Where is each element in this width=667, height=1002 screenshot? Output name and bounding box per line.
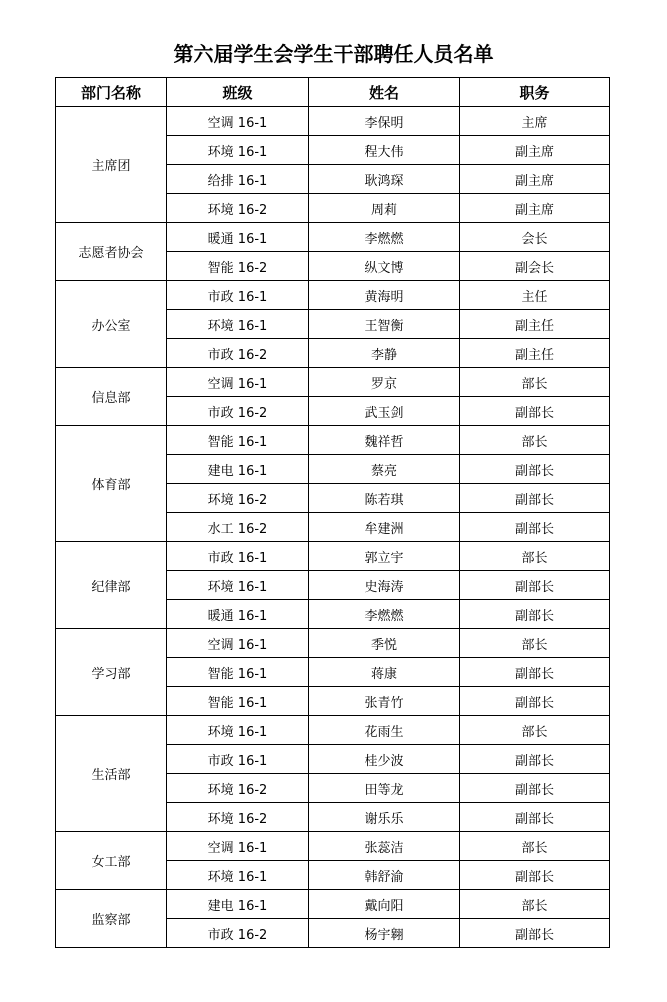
class-cell: 空调 16-1: [167, 368, 309, 397]
class-cell: 环境 16-1: [167, 861, 309, 890]
roster-table: [55, 77, 610, 948]
table-row: [56, 107, 610, 136]
role-cell: 副部长: [460, 745, 610, 774]
role-cell: 主任: [460, 281, 610, 310]
table-row: [56, 281, 610, 310]
person-name-cell: 陈若琪: [309, 484, 460, 513]
role-cell: 副部长: [460, 484, 610, 513]
person-name-cell: 史海涛: [309, 571, 460, 600]
person-name-cell: 桂少波: [309, 745, 460, 774]
department-name-cell: 信息部: [56, 368, 167, 426]
role-cell: 副部长: [460, 861, 610, 890]
department-name-cell: 女工部: [56, 832, 167, 890]
role-cell: 副主任: [460, 339, 610, 368]
header-name: 姓名: [309, 78, 460, 107]
role-cell: 副主席: [460, 194, 610, 223]
class-cell: 环境 16-1: [167, 310, 309, 339]
class-cell: 环境 16-1: [167, 571, 309, 600]
role-cell: 会长: [460, 223, 610, 252]
person-name-cell: 程大伟: [309, 136, 460, 165]
role-cell: 副主任: [460, 310, 610, 339]
class-cell: 智能 16-2: [167, 252, 309, 281]
role-cell: 副部长: [460, 919, 610, 948]
person-name-cell: 季悦: [309, 629, 460, 658]
page-title: 第六届学生会学生干部聘任人员名单: [173, 42, 494, 66]
table-row: [56, 368, 610, 397]
class-cell: 市政 16-1: [167, 745, 309, 774]
person-name-cell: 田等龙: [309, 774, 460, 803]
person-name-cell: 王智衡: [309, 310, 460, 339]
class-cell: 环境 16-1: [167, 136, 309, 165]
class-cell: 环境 16-1: [167, 716, 309, 745]
class-cell: 暖通 16-1: [167, 600, 309, 629]
header-row: [56, 78, 610, 107]
class-cell: 环境 16-2: [167, 194, 309, 223]
role-cell: 部长: [460, 629, 610, 658]
person-name-cell: 戴向阳: [309, 890, 460, 919]
class-cell: 水工 16-2: [167, 513, 309, 542]
class-cell: 空调 16-1: [167, 629, 309, 658]
role-cell: 部长: [460, 542, 610, 571]
table-row: [56, 890, 610, 919]
role-cell: 副部长: [460, 774, 610, 803]
class-cell: 市政 16-2: [167, 339, 309, 368]
person-name-cell: 罗京: [309, 368, 460, 397]
person-name-cell: 李保明: [309, 107, 460, 136]
table-row: [56, 426, 610, 455]
person-name-cell: 耿鸿琛: [309, 165, 460, 194]
role-cell: 主席: [460, 107, 610, 136]
role-cell: 副部长: [460, 455, 610, 484]
person-name-cell: 韩舒渝: [309, 861, 460, 890]
roster-body: [56, 107, 610, 948]
role-cell: 副主席: [460, 136, 610, 165]
role-cell: 副部长: [460, 658, 610, 687]
person-name-cell: 花雨生: [309, 716, 460, 745]
department-name-cell: 体育部: [56, 426, 167, 542]
header-role: 职务: [460, 78, 610, 107]
person-name-cell: 蒋康: [309, 658, 460, 687]
person-name-cell: 张青竹: [309, 687, 460, 716]
class-cell: 智能 16-1: [167, 426, 309, 455]
table-row: [56, 542, 610, 571]
class-cell: 市政 16-1: [167, 542, 309, 571]
class-cell: 市政 16-2: [167, 397, 309, 426]
header-class: 班级: [167, 78, 309, 107]
department-name-cell: 监察部: [56, 890, 167, 948]
department-name-cell: 学习部: [56, 629, 167, 716]
person-name-cell: 李燃燃: [309, 223, 460, 252]
class-cell: 给排 16-1: [167, 165, 309, 194]
role-cell: 副部长: [460, 803, 610, 832]
person-name-cell: 张蕊洁: [309, 832, 460, 861]
table-row: [56, 629, 610, 658]
role-cell: 部长: [460, 832, 610, 861]
person-name-cell: 蔡亮: [309, 455, 460, 484]
department-name-cell: 志愿者协会: [56, 223, 167, 281]
person-name-cell: 牟建洲: [309, 513, 460, 542]
class-cell: 智能 16-1: [167, 658, 309, 687]
class-cell: 环境 16-2: [167, 803, 309, 832]
role-cell: 部长: [460, 426, 610, 455]
person-name-cell: 杨宇翱: [309, 919, 460, 948]
table-row: [56, 223, 610, 252]
department-name-cell: 主席团: [56, 107, 167, 223]
person-name-cell: 黄海明: [309, 281, 460, 310]
department-name-cell: 纪律部: [56, 542, 167, 629]
person-name-cell: 魏祥哲: [309, 426, 460, 455]
role-cell: 副部长: [460, 397, 610, 426]
role-cell: 部长: [460, 368, 610, 397]
person-name-cell: 李燃燃: [309, 600, 460, 629]
class-cell: 建电 16-1: [167, 890, 309, 919]
role-cell: 副部长: [460, 600, 610, 629]
person-name-cell: 周莉: [309, 194, 460, 223]
person-name-cell: 纵文博: [309, 252, 460, 281]
class-cell: 环境 16-2: [167, 774, 309, 803]
person-name-cell: 李静: [309, 339, 460, 368]
role-cell: 副会长: [460, 252, 610, 281]
class-cell: 空调 16-1: [167, 832, 309, 861]
class-cell: 空调 16-1: [167, 107, 309, 136]
class-cell: 智能 16-1: [167, 687, 309, 716]
class-cell: 建电 16-1: [167, 455, 309, 484]
person-name-cell: 武玉剑: [309, 397, 460, 426]
person-name-cell: 谢乐乐: [309, 803, 460, 832]
class-cell: 暖通 16-1: [167, 223, 309, 252]
department-name-cell: 办公室: [56, 281, 167, 368]
role-cell: 副主席: [460, 165, 610, 194]
role-cell: 部长: [460, 890, 610, 919]
class-cell: 环境 16-2: [167, 484, 309, 513]
class-cell: 市政 16-1: [167, 281, 309, 310]
role-cell: 副部长: [460, 513, 610, 542]
person-name-cell: 郭立宇: [309, 542, 460, 571]
table-row: [56, 716, 610, 745]
role-cell: 部长: [460, 716, 610, 745]
department-name-cell: 生活部: [56, 716, 167, 832]
role-cell: 副部长: [460, 571, 610, 600]
header-department: 部门名称: [56, 78, 167, 107]
table-row: [56, 832, 610, 861]
role-cell: 副部长: [460, 687, 610, 716]
class-cell: 市政 16-2: [167, 919, 309, 948]
